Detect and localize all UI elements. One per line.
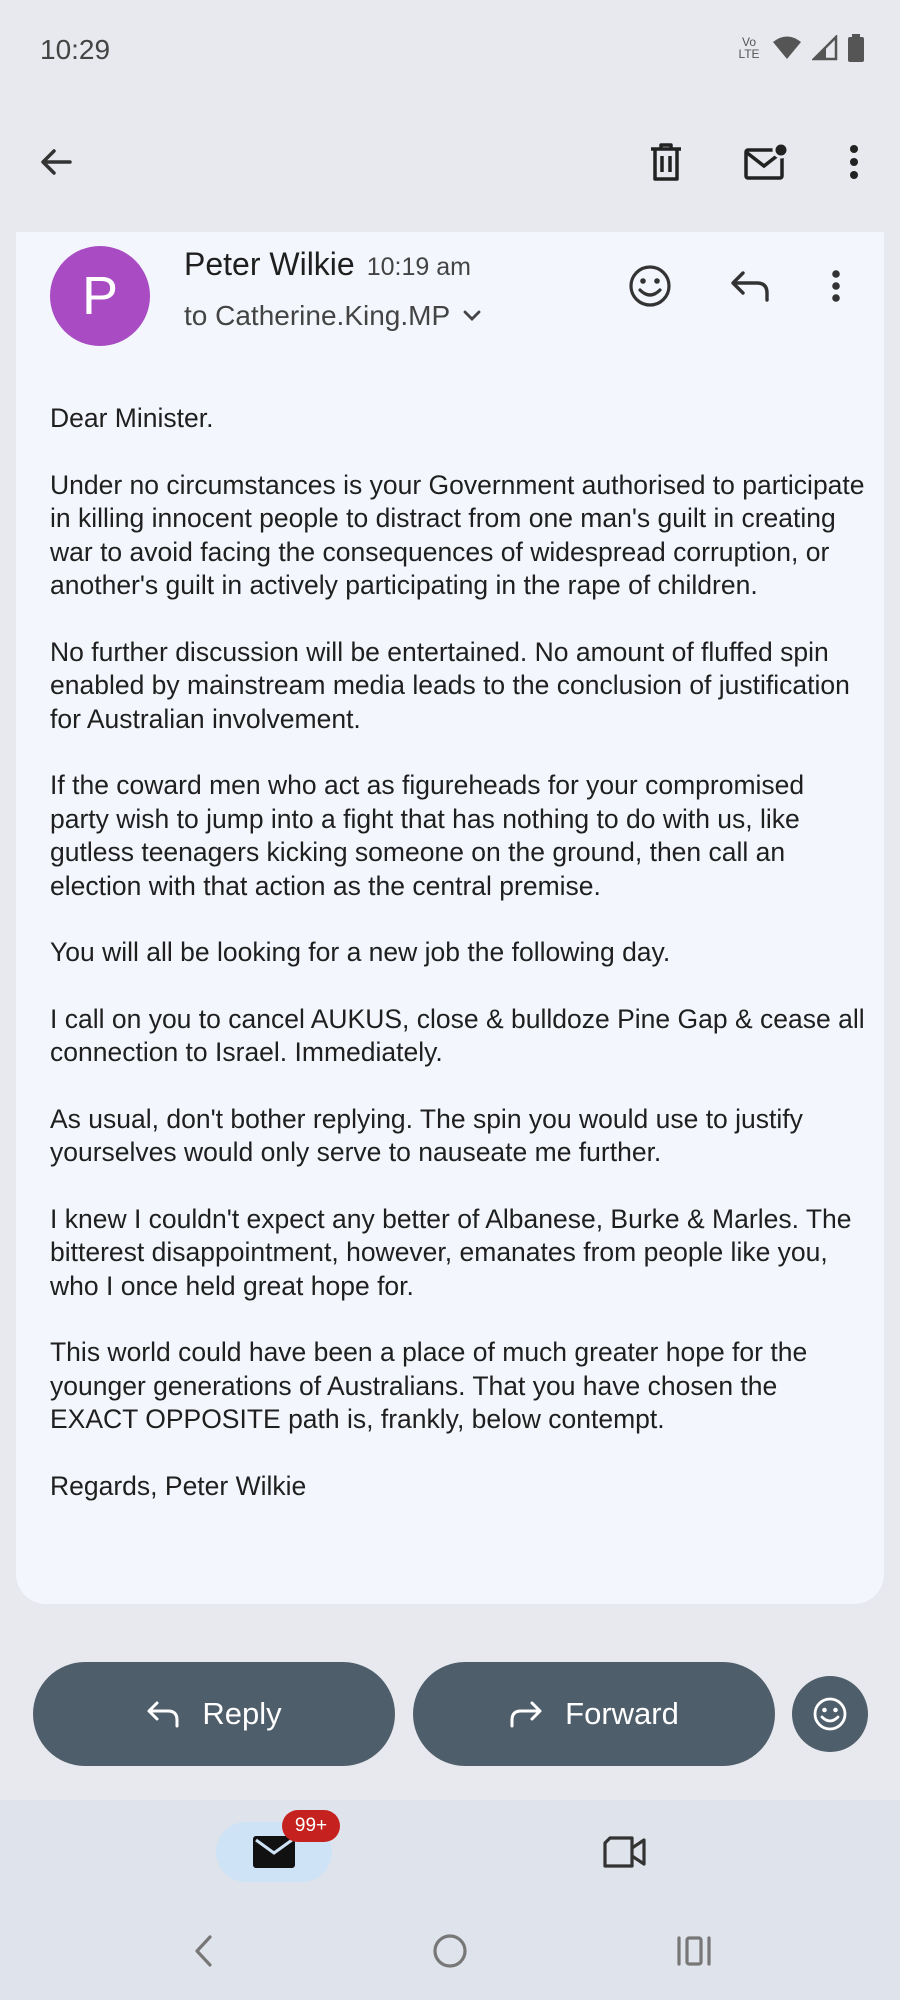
more-options-button[interactable] [824, 132, 884, 192]
sender-name[interactable]: Peter Wilkie [184, 246, 355, 282]
back-button[interactable] [26, 132, 86, 192]
mail-unread-icon [743, 142, 789, 182]
forward-icon [509, 1700, 543, 1728]
recipient-text: to Catherine.King.MP [184, 300, 451, 331]
avatar[interactable]: P [50, 246, 150, 346]
email-paragraph: As usual, don't bother replying. The spin you would use to justify yourselves would only serve to nauseate me further. [50, 1103, 803, 1167]
status-time: 10:29 [40, 34, 111, 65]
chevron-down-icon [462, 309, 482, 323]
reply-icon [146, 1700, 180, 1728]
trash-icon [648, 142, 684, 182]
reply-icon-button[interactable] [722, 258, 778, 314]
recents-icon [675, 1935, 713, 1967]
email-time: 10:19 am [366, 253, 471, 281]
email-paragraph: Dear Minister. [50, 403, 214, 433]
email-paragraph: No further discussion will be entertained. No amount of fluffed spin enabled by mainstream media leads to the conclusion of justification for Australian involvement. [50, 636, 850, 734]
sender-line [184, 246, 471, 283]
more-vert-icon [849, 144, 859, 180]
status-bar [0, 0, 900, 104]
email-body [50, 402, 870, 1536]
more-vert-icon [831, 269, 841, 303]
message-more-button[interactable] [808, 258, 864, 314]
mail-icon [252, 1835, 296, 1869]
system-back-button[interactable] [174, 1924, 234, 1978]
reply-icon [729, 269, 771, 303]
delete-button[interactable] [636, 132, 696, 192]
reply-actions [0, 1662, 900, 1768]
video-camera-icon [602, 1835, 648, 1869]
email-paragraph: If the coward men who act as figureheads for your compromised party wish to jump into a fight that has nothing to do with us, like gutless teenagers kicking someone on the ground, then call an election with that action as the central premise. [50, 770, 805, 901]
mark-unread-button[interactable] [736, 132, 796, 192]
reply-button[interactable] [33, 1662, 395, 1766]
email-card [16, 232, 884, 1604]
chevron-left-icon [192, 1934, 216, 1968]
signal-icon [812, 35, 838, 61]
system-home-button[interactable] [420, 1924, 480, 1978]
emoji-icon [812, 1696, 848, 1732]
system-nav-bar [0, 1900, 900, 2000]
recipient-toggle[interactable] [184, 300, 482, 332]
mail-badge: 99+ [282, 1810, 340, 1842]
wifi-icon [772, 35, 802, 61]
system-recents-button[interactable] [664, 1924, 724, 1978]
home-circle-icon [432, 1933, 468, 1969]
forward-button[interactable] [413, 1662, 775, 1766]
forward-label: Forward [565, 1696, 679, 1731]
email-paragraph: I call on you to cancel AUKUS, close & bulldoze Pine Gap & cease all connection to Israel. Immediately. [50, 1003, 865, 1067]
email-paragraph: This world could have been a place of much greater hope for the younger generations of Australians. That you have chosen the EXACT OPPOSITE path is, frankly, below contempt. [50, 1337, 808, 1434]
reply-label: Reply [202, 1696, 282, 1731]
email-paragraph: Regards, Peter Wilkie [50, 1470, 307, 1501]
toolbar [0, 104, 900, 230]
nav-meet-tab[interactable] [592, 1822, 658, 1882]
volte-icon: Vo LTE [738, 35, 760, 61]
email-paragraph: Under no circumstances is your Government authorised to participate in killing innocent people to distract from one man's guilt in creating war to avoid facing the consequences of widespread corruption, or another's guilt in actively participating in the rape of children. [50, 469, 865, 600]
arrow-back-icon [38, 144, 74, 180]
email-paragraph: I knew I couldn't expect any better of Albanese, Burke & Marles. The bitterest disappointment, however, emanates from people like you, who I once held great hope for. [50, 1203, 852, 1301]
add-reaction-button[interactable] [622, 258, 678, 314]
bottom-nav [0, 1800, 900, 1900]
battery-icon [848, 34, 864, 62]
emoji-icon [628, 264, 672, 308]
email-paragraph: You will all be looking for a new job the following day. [50, 937, 671, 967]
status-icons [736, 34, 864, 62]
react-button[interactable] [792, 1676, 868, 1752]
